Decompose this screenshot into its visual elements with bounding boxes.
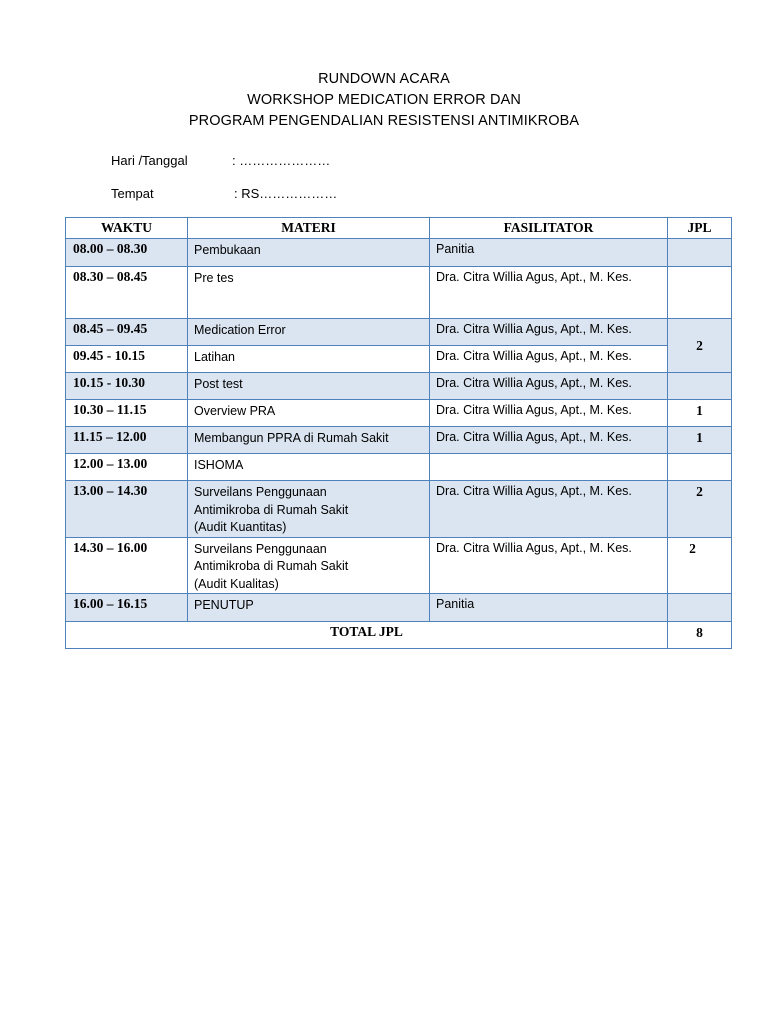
title-line-1: RUNDOWN ACARA	[318, 71, 450, 87]
fasilitator-cell: Dra. Citra Willia Agus, Apt., M. Kes.	[430, 346, 668, 373]
table-row	[66, 454, 732, 481]
jpl-cell: 1	[668, 400, 732, 427]
waktu-cell: 10.30 – 11.15	[66, 400, 188, 427]
table-header-row	[66, 218, 732, 239]
hari-tanggal-value: : …………………	[232, 153, 331, 168]
tempat-value: : RS………………	[234, 186, 338, 201]
tempat-label: Tempat	[111, 186, 154, 201]
total-row	[66, 622, 732, 649]
jpl-cell: 2	[668, 319, 732, 373]
waktu-cell: 16.00 – 16.15	[66, 594, 188, 622]
fasilitator-cell: Dra. Citra Willia Agus, Apt., M. Kes.	[430, 319, 668, 346]
fasilitator-cell: Dra. Citra Willia Agus, Apt., M. Kes.	[430, 267, 668, 319]
fasilitator-cell: Dra. Citra Willia Agus, Apt., M. Kes.	[430, 400, 668, 427]
table-row	[66, 373, 732, 400]
rundown-table	[65, 217, 732, 649]
waktu-cell: 10.15 - 10.30	[66, 373, 188, 400]
header-waktu: WAKTU	[66, 218, 188, 239]
waktu-cell: 12.00 – 13.00	[66, 454, 188, 481]
jpl-cell	[668, 267, 732, 319]
jpl-cell	[668, 239, 732, 267]
table-row	[66, 239, 732, 267]
waktu-cell: 08.45 – 09.45	[66, 319, 188, 346]
materi-cell: Latihan	[188, 346, 430, 373]
waktu-cell: 09.45 - 10.15	[66, 346, 188, 373]
materi-cell: Membangun PPRA di Rumah Sakit	[188, 427, 430, 454]
jpl-cell	[668, 373, 732, 400]
table-row	[66, 346, 732, 373]
total-jpl-value: 8	[668, 622, 732, 649]
fasilitator-cell: Dra. Citra Willia Agus, Apt., M. Kes.	[430, 373, 668, 400]
table-row	[66, 481, 732, 538]
jpl-cell: 1	[668, 427, 732, 454]
table-row	[66, 400, 732, 427]
header-jpl: JPL	[668, 218, 732, 239]
header-materi: MATERI	[188, 218, 430, 239]
waktu-cell: 14.30 – 16.00	[66, 537, 188, 594]
jpl-cell: 2	[668, 481, 732, 538]
fasilitator-cell: Dra. Citra Willia Agus, Apt., M. Kes.	[430, 427, 668, 454]
total-jpl-label: TOTAL JPL	[66, 622, 668, 649]
waktu-cell: 08.30 – 08.45	[66, 267, 188, 319]
materi-cell: Post test	[188, 373, 430, 400]
jpl-cell	[668, 594, 732, 622]
title-line-2: WORKSHOP MEDICATION ERROR DAN	[247, 92, 521, 108]
jpl-cell: 2	[668, 537, 732, 594]
fasilitator-cell	[430, 454, 668, 481]
fasilitator-cell: Panitia	[430, 594, 668, 622]
materi-cell: Pre tes	[188, 267, 430, 319]
materi-cell: Pembukaan	[188, 239, 430, 267]
materi-cell: PENUTUP	[188, 594, 430, 622]
materi-cell: Medication Error	[188, 319, 430, 346]
fasilitator-cell: Dra. Citra Willia Agus, Apt., M. Kes.	[430, 481, 668, 538]
materi-cell: Overview PRA	[188, 400, 430, 427]
waktu-cell: 08.00 – 08.30	[66, 239, 188, 267]
materi-cell: Surveilans Penggunaan Antimikroba di Rumah Sakit (Audit Kuantitas)	[188, 481, 430, 538]
table-row	[66, 427, 732, 454]
table-row	[66, 267, 732, 319]
header-fasilitator: FASILITATOR	[430, 218, 668, 239]
hari-tanggal-label: Hari /Tanggal	[111, 153, 188, 168]
table-row	[66, 594, 732, 622]
jpl-cell	[668, 454, 732, 481]
materi-cell: ISHOMA	[188, 454, 430, 481]
title-line-3: PROGRAM PENGENDALIAN RESISTENSI ANTIMIKROBA	[188, 113, 580, 129]
table-row	[66, 319, 732, 346]
materi-cell: Surveilans Penggunaan Antimikroba di Rumah Sakit (Audit Kualitas)	[188, 537, 430, 594]
fasilitator-cell: Dra. Citra Willia Agus, Apt., M. Kes.	[430, 537, 668, 594]
fasilitator-cell: Panitia	[430, 239, 668, 267]
waktu-cell: 11.15 – 12.00	[66, 427, 188, 454]
document-title	[0, 69, 768, 132]
table-row	[66, 537, 732, 594]
waktu-cell: 13.00 – 14.30	[66, 481, 188, 538]
